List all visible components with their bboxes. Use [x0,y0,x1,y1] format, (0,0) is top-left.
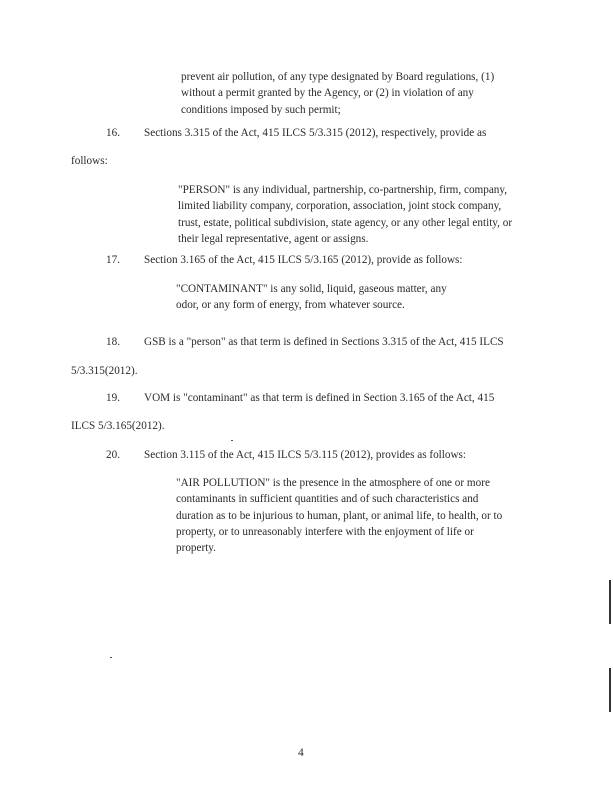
quote-line: conditions imposed by such permit; [181,103,341,116]
quote-contaminant-definition [176,281,447,314]
paragraph-text: Section 3.165 of the Act, 415 ILCS 5/3.165 (2012), provide as follows: [144,254,463,266]
paragraph-16-continuation: follows: [71,155,108,167]
paragraph-19-continuation: ILCS 5/3.165(2012). [71,420,165,432]
quote-line: their legal representative, agent or assigns. [178,232,369,245]
paragraph-number: 19. [106,392,120,404]
page-number: 4 [298,747,304,759]
quote-line: without a permit granted by the Agency, or (2) in violation of any [181,87,474,100]
paragraph-number: 17. [106,254,120,266]
paragraph-19 [106,393,494,404]
quote-line: "CONTAMINANT" is any solid, liquid, gaseous matter, any [176,283,447,295]
paragraph-18-continuation: 5/3.315(2012). [71,365,138,377]
paragraph-number: 16. [106,127,120,139]
quote-line: odor, or any form of energy, from whatever source. [176,299,405,312]
quote-line: "PERSON" is any individual, partnership, co-partnership, firm, company, [178,184,508,196]
paragraph-17 [106,255,463,266]
quote-air-pollution-definition [176,475,502,556]
scan-speck [231,440,233,441]
scan-speck [110,657,112,658]
quote-line: contaminants in sufficient quantities and of such characteristics and [176,493,479,506]
scan-edge-mark [609,668,611,712]
paragraph-16 [106,128,486,139]
quote-line: trust, estate, political subdivision, state agency, or any other legal entity, or [178,216,513,229]
quote-line: "AIR POLLUTION" is the presence in the atmosphere of one or more [176,477,490,489]
quote-line: property, or to unreasonably interfere with the enjoyment of life or [176,525,474,538]
paragraph-text: GSB is a "person" as that term is defined in Sections 3.315 of the Act, 415 ILCS [144,336,504,348]
paragraph-number: 20. [106,449,120,461]
quote-line: limited liability company, corporation, association, joint stock company, [178,200,502,213]
paragraph-text: VOM is "contaminant" as that term is defined in Section 3.165 of the Act, 415 [144,392,495,404]
paragraph-number: 18. [106,336,120,348]
quote-line: prevent air pollution, of any type designated by Board regulations, (1) [181,71,495,83]
quote-person-definition [178,182,512,247]
quote-permit-conditions [181,69,494,118]
paragraph-text: Section 3.115 of the Act, 415 ILCS 5/3.115 (2012), provides as follows: [144,449,467,461]
paragraph-18 [106,337,504,348]
paragraph-20 [106,450,466,461]
quote-line: property. [176,542,216,555]
scan-edge-mark [609,580,611,624]
paragraph-text: Sections 3.315 of the Act, 415 ILCS 5/3.315 (2012), respectively, provide as [144,127,487,139]
quote-line: duration as to be injurious to human, plant, or animal life, to health, or to [176,509,503,522]
